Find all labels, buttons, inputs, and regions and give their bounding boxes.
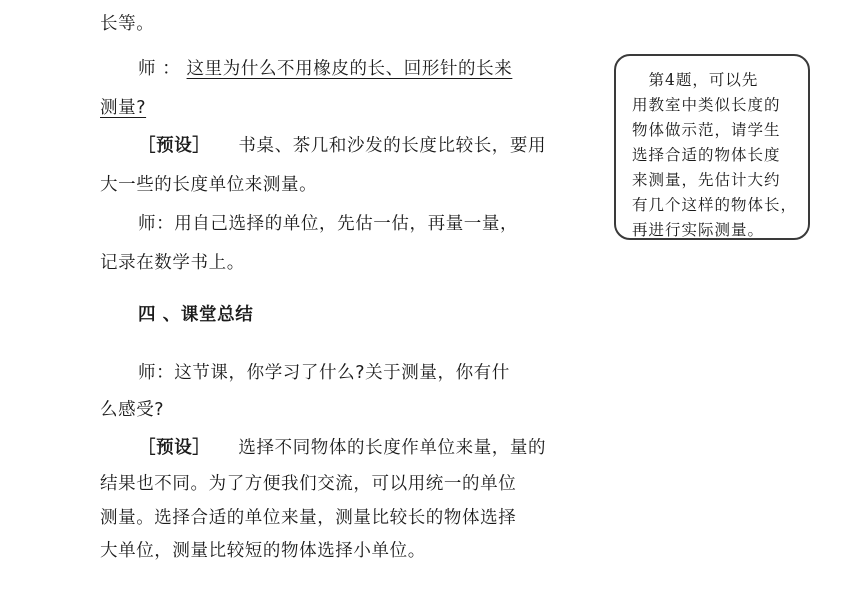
note-line: 用教室中类似长度的 <box>632 96 781 114</box>
text-line: 么感受? <box>100 400 165 420</box>
preset-tag: ［预设］ <box>138 136 211 156</box>
section-heading: 四 、课堂总结 <box>138 305 254 325</box>
side-note-box <box>614 54 810 240</box>
text-line: 记录在数学书上。 <box>100 253 245 273</box>
preset-answer-line <box>138 438 546 458</box>
teacher-question-line-2 <box>100 98 146 118</box>
text-line: 大一些的长度单位来测量。 <box>100 175 318 195</box>
preset-text: 书桌、茶几和沙发的长度比较长，要用 <box>238 136 547 156</box>
underlined-question: 这里为什么不用橡皮的长、回形针的长来 <box>186 59 513 79</box>
text-line: 师：这节课，你学习了什么?关于测量，你有什 <box>138 363 510 383</box>
preset-answer-line <box>138 136 546 156</box>
speaker-label: 师 ： <box>138 59 181 79</box>
note-line: 有几个这样的物体长， <box>632 196 798 214</box>
preset-text: 选择不同物体的长度作单位来量，量的 <box>238 438 547 458</box>
note-line: 来测量，先估计大约 <box>632 171 781 189</box>
teacher-question-line <box>138 59 512 79</box>
note-line: 物体做示范，请学生 <box>632 121 781 139</box>
text-line: 大单位，测量比较短的物体选择小单位。 <box>100 541 426 561</box>
note-line: 第4题，可以先 <box>632 71 759 89</box>
text-line: 结果也不同。为了方便我们交流，可以用统一的单位 <box>100 474 517 494</box>
note-line: 再进行实际测量。 <box>632 221 765 239</box>
underlined-question-cont: 测量? <box>100 98 147 118</box>
note-line: 选择合适的物体长度 <box>632 146 781 164</box>
preset-tag: ［预设］ <box>138 438 211 458</box>
text-line: 师：用自己选择的单位，先估一估，再量一量， <box>138 214 519 234</box>
text-line: 测量。选择合适的单位来量，测量比较长的物体选择 <box>100 508 517 528</box>
text-line: 长等。 <box>100 14 155 34</box>
